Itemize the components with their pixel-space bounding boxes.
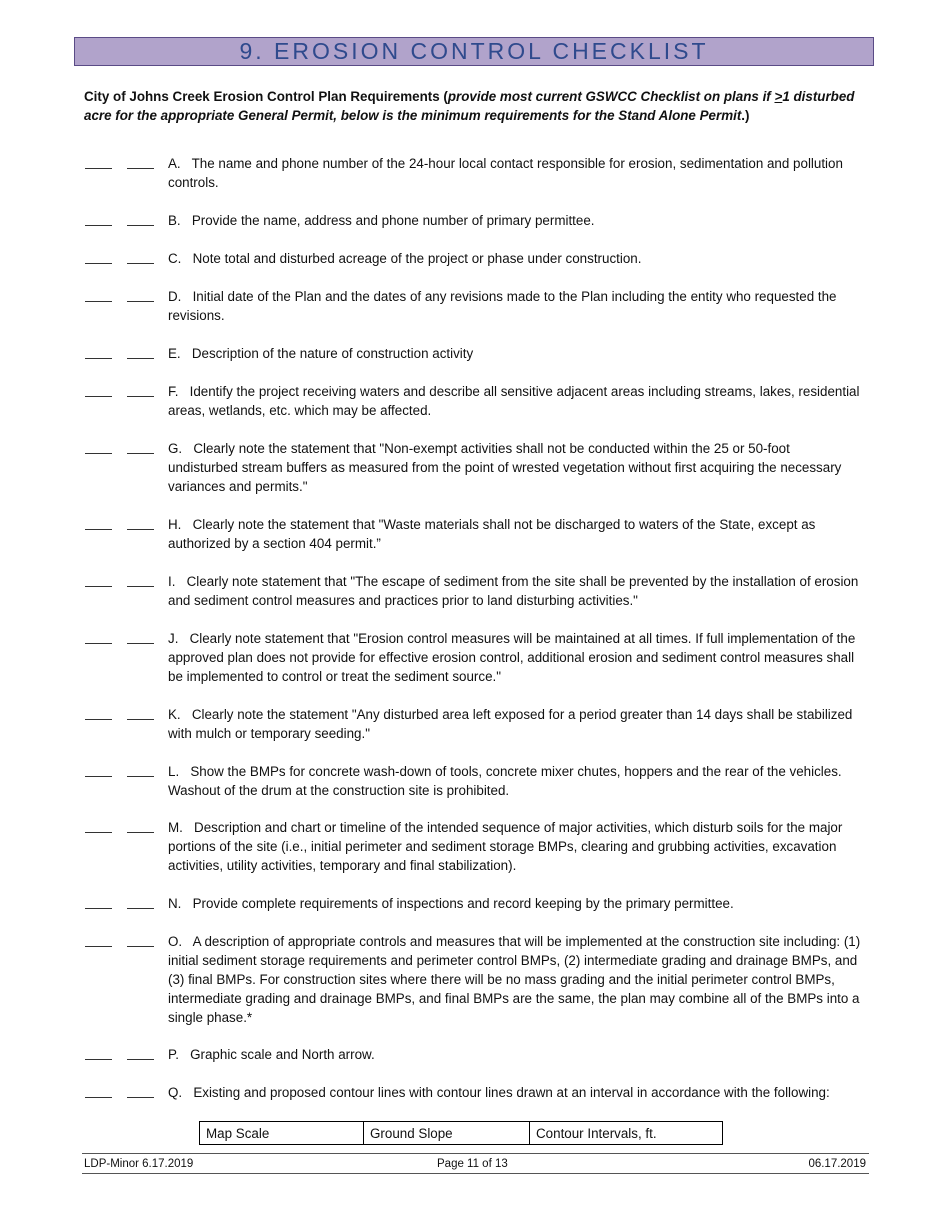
check-blank-1[interactable] — [85, 301, 112, 302]
check-blank-1[interactable] — [85, 529, 112, 530]
item-text: C. Note total and disturbed acreage of the project or phase under construction. — [168, 251, 642, 266]
check-blank-1[interactable] — [85, 946, 112, 947]
check-blank-2[interactable] — [127, 396, 154, 397]
item-text: I. Clearly note statement that "The escape of sediment from the site shall be prevented by the installation of erosion and sediment control measures and practices prior to land disturbing activities." — [168, 574, 859, 608]
heading-italic-1: provide most current GSWCC Checklist on plans if — [447, 89, 775, 104]
item-text: F. Identify the project receiving waters and describe all sensitive adjacent areas including streams, lakes, residential areas, wetlands, etc. which may be affected. — [168, 384, 860, 418]
requirements-heading — [84, 87, 864, 125]
item-text: G. Clearly note the statement that "Non-exempt activities shall not be conducted within the 25 or 50-foot undisturbed stream buffers as measured from the point of wrested vegetation without first acquiring the necessary variances and permits." — [168, 441, 842, 494]
check-blank-2[interactable] — [127, 529, 154, 530]
item-text: J. Clearly note statement that "Erosion control measures will be maintained at all times. If full implementation of the approved plan does not provide for effective erosion control, additional erosion and sediment control measures shall be implemented to control or treat the sediment source." — [168, 631, 856, 684]
item-text: E. Description of the nature of construction activity — [168, 346, 474, 361]
item-text: P. Graphic scale and North arrow. — [168, 1047, 375, 1062]
heading-italic-2: 1 disturbed acre for the appropriate General Permit, below is the minimum requirements for the Stand Alone Permit — [84, 89, 855, 123]
check-blank-2[interactable] — [127, 946, 154, 947]
footer-divider-bottom — [82, 1173, 869, 1174]
check-blank-2[interactable] — [127, 263, 154, 264]
footer-date: 06.17.2019 — [808, 1158, 866, 1170]
check-blank-2[interactable] — [127, 225, 154, 226]
check-blank-1[interactable] — [85, 776, 112, 777]
item-text: Q. Existing and proposed contour lines with contour lines drawn at an interval in accordance with the following: — [168, 1085, 830, 1100]
check-blank-2[interactable] — [127, 301, 154, 302]
section-title: 9. EROSION CONTROL CHECKLIST — [74, 37, 874, 66]
check-blank-1[interactable] — [85, 225, 112, 226]
check-blank-1[interactable] — [85, 719, 112, 720]
check-blank-2[interactable] — [127, 719, 154, 720]
check-blank-2[interactable] — [127, 168, 154, 169]
heading-suffix: .) — [741, 108, 750, 123]
check-blank-1[interactable] — [85, 453, 112, 454]
item-text: H. Clearly note the statement that "Waste materials shall not be discharged to waters of the State, except as authorized by a section 404 permit.” — [168, 517, 816, 551]
footer-page-number: Page 11 of 13 — [437, 1158, 508, 1170]
item-text: L. Show the BMPs for concrete wash-down of tools, concrete mixer chutes, hoppers and the rear of the vehicles. Washout of the drum at the construction site is prohibited. — [168, 764, 842, 798]
check-blank-2[interactable] — [127, 1059, 154, 1060]
check-blank-1[interactable] — [85, 586, 112, 587]
table-header-map-scale: Map Scale — [200, 1122, 364, 1144]
item-text: K. Clearly note the statement "Any disturbed area left exposed for a period greater than 14 days shall be stabilized with mulch or temporary seeding." — [168, 707, 853, 741]
item-text: D. Initial date of the Plan and the dates of any revisions made to the Plan including the entity who requested the revisions. — [168, 289, 837, 323]
table-header-contour-intervals: Contour Intervals, ft. — [536, 1126, 657, 1141]
item-text: N. Provide complete requirements of inspections and record keeping by the primary permittee. — [168, 896, 734, 911]
check-blank-2[interactable] — [127, 586, 154, 587]
check-blank-2[interactable] — [127, 643, 154, 644]
check-blank-2[interactable] — [127, 776, 154, 777]
item-text: A. The name and phone number of the 24-hour local contact responsible for erosion, sedimentation and pollution controls. — [168, 156, 843, 190]
contour-scale-table — [199, 1121, 723, 1145]
heading-prefix: City of Johns Creek Erosion Control Plan Requirements ( — [84, 89, 448, 104]
check-blank-1[interactable] — [85, 168, 112, 169]
check-blank-1[interactable] — [85, 263, 112, 264]
check-blank-2[interactable] — [127, 358, 154, 359]
check-blank-2[interactable] — [127, 908, 154, 909]
heading-underlined: > — [774, 89, 783, 104]
check-blank-1[interactable] — [85, 358, 112, 359]
footer-doc-id: LDP-Minor 6.17.2019 — [84, 1158, 194, 1170]
check-blank-2[interactable] — [127, 832, 154, 833]
table-header-ground-slope: Ground Slope — [364, 1122, 530, 1144]
item-text: B. Provide the name, address and phone number of primary permittee. — [168, 213, 595, 228]
check-blank-1[interactable] — [85, 908, 112, 909]
item-text: O. A description of appropriate controls and measures that will be implemented at the construction site including: (1) initial sediment storage requirements and perimeter control BMPs, (2) intermediate grading and drainage BMPs, and (3) final BMPs. For construction sites where there will be no mass grading and the initial perimeter control BMPs, intermediate grading and drainage BMPs, and final BMPs are the same, the plan may combine all of the BMPs into a single phase.* — [168, 934, 861, 1025]
footer-divider-top — [82, 1153, 869, 1154]
check-blank-1[interactable] — [85, 1097, 112, 1098]
check-blank-2[interactable] — [127, 453, 154, 454]
check-blank-1[interactable] — [85, 643, 112, 644]
check-blank-1[interactable] — [85, 1059, 112, 1060]
check-blank-2[interactable] — [127, 1097, 154, 1098]
check-blank-1[interactable] — [85, 832, 112, 833]
item-text: M. Description and chart or timeline of the intended sequence of major activities, which disturb soils for the major portions of the site (i.e., initial perimeter and sediment storage BMPs, clearing and grubbing activities, excavation activities, utility activities, temporary and final stabilization). — [168, 820, 843, 873]
check-blank-1[interactable] — [85, 396, 112, 397]
